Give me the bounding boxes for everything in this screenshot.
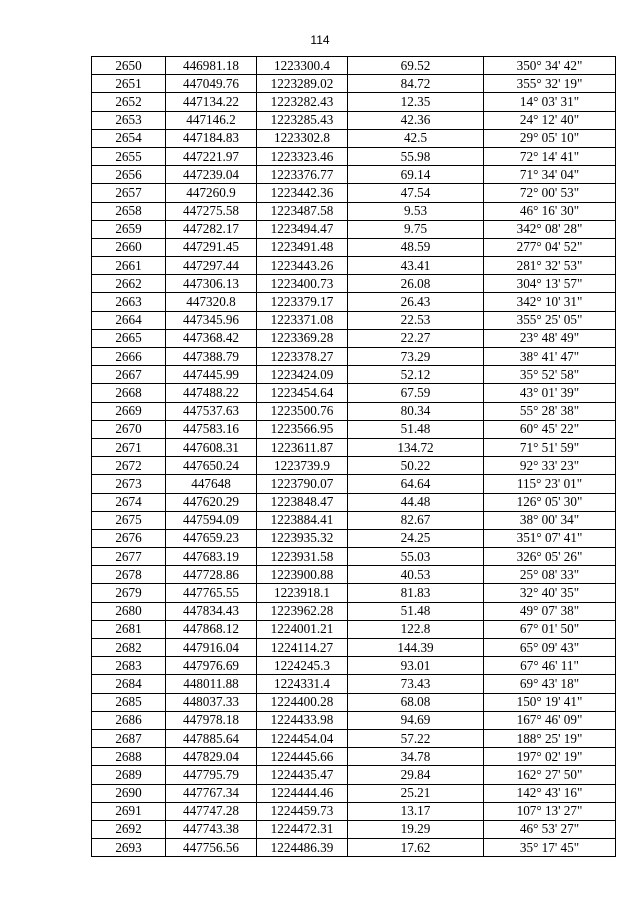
distance-cell: 48.59 [348,238,484,256]
x-coordinate-cell: 447885.64 [166,729,257,747]
y-coordinate-cell: 1223400.73 [257,275,348,293]
point-number-cell: 2655 [92,147,166,165]
distance-cell: 67.59 [348,384,484,402]
bearing-cell: 197° 02' 19" [484,748,616,766]
y-coordinate-cell: 1223884.41 [257,511,348,529]
point-number-cell: 2678 [92,566,166,584]
bearing-cell: 46° 53' 27" [484,820,616,838]
distance-cell: 44.48 [348,493,484,511]
point-number-cell: 2650 [92,57,166,75]
point-number-cell: 2688 [92,748,166,766]
distance-cell: 42.5 [348,129,484,147]
y-coordinate-cell: 1223611.87 [257,438,348,456]
distance-cell: 40.53 [348,566,484,584]
bearing-cell: 24° 12' 40" [484,111,616,129]
table-row [92,311,616,329]
x-coordinate-cell: 447650.24 [166,457,257,475]
table-row [92,275,616,293]
bearing-cell: 277° 04' 52" [484,238,616,256]
point-number-cell: 2686 [92,711,166,729]
x-coordinate-cell: 447976.69 [166,657,257,675]
table-row [92,820,616,838]
table-row [92,784,616,802]
distance-cell: 22.53 [348,311,484,329]
y-coordinate-cell: 1224472.31 [257,820,348,838]
x-coordinate-cell: 447648 [166,475,257,493]
distance-cell: 22.27 [348,329,484,347]
table-row [92,657,616,675]
table-row [92,366,616,384]
distance-cell: 64.64 [348,475,484,493]
bearing-cell: 167° 46' 09" [484,711,616,729]
x-coordinate-cell: 447683.19 [166,548,257,566]
distance-cell: 55.03 [348,548,484,566]
table-row [92,329,616,347]
distance-cell: 17.62 [348,839,484,857]
point-number-cell: 2663 [92,293,166,311]
distance-cell: 50.22 [348,457,484,475]
x-coordinate-cell: 447275.58 [166,202,257,220]
point-number-cell: 2683 [92,657,166,675]
point-number-cell: 2661 [92,257,166,275]
bearing-cell: 281° 32' 53" [484,257,616,275]
distance-cell: 68.08 [348,693,484,711]
y-coordinate-cell: 1224114.27 [257,639,348,657]
point-number-cell: 2685 [92,693,166,711]
bearing-cell: 355° 25' 05" [484,311,616,329]
x-coordinate-cell: 447620.29 [166,493,257,511]
bearing-cell: 38° 00' 34" [484,511,616,529]
point-number-cell: 2665 [92,329,166,347]
table-row [92,111,616,129]
bearing-cell: 35° 52' 58" [484,366,616,384]
distance-cell: 24.25 [348,529,484,547]
table-row [92,220,616,238]
distance-cell: 34.78 [348,748,484,766]
point-number-cell: 2672 [92,457,166,475]
distance-cell: 55.98 [348,147,484,165]
x-coordinate-cell: 447239.04 [166,166,257,184]
point-number-cell: 2668 [92,384,166,402]
table-row [92,257,616,275]
distance-cell: 73.43 [348,675,484,693]
y-coordinate-cell: 1223302.8 [257,129,348,147]
bearing-cell: 14° 03' 31" [484,93,616,111]
distance-cell: 51.48 [348,602,484,620]
x-coordinate-cell: 447743.38 [166,820,257,838]
y-coordinate-cell: 1223739.9 [257,457,348,475]
point-number-cell: 2681 [92,620,166,638]
table-body [92,57,616,857]
point-number-cell: 2673 [92,475,166,493]
y-coordinate-cell: 1223369.28 [257,329,348,347]
y-coordinate-cell: 1223285.43 [257,111,348,129]
distance-cell: 47.54 [348,184,484,202]
point-number-cell: 2664 [92,311,166,329]
y-coordinate-cell: 1224454.04 [257,729,348,747]
table-row [92,548,616,566]
y-coordinate-cell: 1224245.3 [257,657,348,675]
coordinates-table [91,56,616,857]
bearing-cell: 72° 14' 41" [484,147,616,165]
point-number-cell: 2652 [92,93,166,111]
y-coordinate-cell: 1224459.73 [257,802,348,820]
x-coordinate-cell: 447445.99 [166,366,257,384]
point-number-cell: 2684 [92,675,166,693]
x-coordinate-cell: 447747.28 [166,802,257,820]
x-coordinate-cell: 447767.34 [166,784,257,802]
point-number-cell: 2657 [92,184,166,202]
distance-cell: 42.36 [348,111,484,129]
x-coordinate-cell: 447728.86 [166,566,257,584]
y-coordinate-cell: 1223491.48 [257,238,348,256]
distance-cell: 144.39 [348,639,484,657]
point-number-cell: 2679 [92,584,166,602]
y-coordinate-cell: 1223443.26 [257,257,348,275]
bearing-cell: 46° 16' 30" [484,202,616,220]
bearing-cell: 55° 28' 38" [484,402,616,420]
table-row [92,457,616,475]
table-row [92,202,616,220]
y-coordinate-cell: 1224400.28 [257,693,348,711]
x-coordinate-cell: 447368.42 [166,329,257,347]
x-coordinate-cell: 448037.33 [166,693,257,711]
bearing-cell: 188° 25' 19" [484,729,616,747]
x-coordinate-cell: 447184.83 [166,129,257,147]
table-row [92,184,616,202]
x-coordinate-cell: 447756.56 [166,839,257,857]
y-coordinate-cell: 1224445.66 [257,748,348,766]
table-row [92,620,616,638]
x-coordinate-cell: 447306.13 [166,275,257,293]
table-row [92,602,616,620]
bearing-cell: 326° 05' 26" [484,548,616,566]
point-number-cell: 2690 [92,784,166,802]
table-row [92,711,616,729]
y-coordinate-cell: 1223918.1 [257,584,348,602]
y-coordinate-cell: 1223790.07 [257,475,348,493]
point-number-cell: 2687 [92,729,166,747]
x-coordinate-cell: 447282.17 [166,220,257,238]
x-coordinate-cell: 447829.04 [166,748,257,766]
distance-cell: 52.12 [348,366,484,384]
x-coordinate-cell: 447146.2 [166,111,257,129]
table-row [92,147,616,165]
point-number-cell: 2680 [92,602,166,620]
point-number-cell: 2674 [92,493,166,511]
table-row [92,493,616,511]
y-coordinate-cell: 1223935.32 [257,529,348,547]
y-coordinate-cell: 1223424.09 [257,366,348,384]
point-number-cell: 2662 [92,275,166,293]
bearing-cell: 38° 41' 47" [484,348,616,366]
table-row [92,57,616,75]
distance-cell: 29.84 [348,766,484,784]
distance-cell: 25.21 [348,784,484,802]
distance-cell: 84.72 [348,75,484,93]
bearing-cell: 142° 43' 16" [484,784,616,802]
table-row [92,475,616,493]
table-row [92,348,616,366]
y-coordinate-cell: 1223289.02 [257,75,348,93]
distance-cell: 26.43 [348,293,484,311]
bearing-cell: 115° 23' 01" [484,475,616,493]
y-coordinate-cell: 1224444.46 [257,784,348,802]
y-coordinate-cell: 1223378.27 [257,348,348,366]
x-coordinate-cell: 447134.22 [166,93,257,111]
y-coordinate-cell: 1223323.46 [257,147,348,165]
point-number-cell: 2658 [92,202,166,220]
point-number-cell: 2693 [92,839,166,857]
x-coordinate-cell: 446981.18 [166,57,257,75]
point-number-cell: 2654 [92,129,166,147]
x-coordinate-cell: 447388.79 [166,348,257,366]
x-coordinate-cell: 447320.8 [166,293,257,311]
x-coordinate-cell: 447659.23 [166,529,257,547]
point-number-cell: 2675 [92,511,166,529]
table-row [92,584,616,602]
table-row [92,511,616,529]
bearing-cell: 71° 51' 59" [484,438,616,456]
point-number-cell: 2660 [92,238,166,256]
x-coordinate-cell: 447297.44 [166,257,257,275]
bearing-cell: 29° 05' 10" [484,129,616,147]
bearing-cell: 162° 27' 50" [484,766,616,784]
point-number-cell: 2659 [92,220,166,238]
bearing-cell: 35° 17' 45" [484,839,616,857]
x-coordinate-cell: 447583.16 [166,420,257,438]
bearing-cell: 67° 46' 11" [484,657,616,675]
distance-cell: 12.35 [348,93,484,111]
distance-cell: 13.17 [348,802,484,820]
bearing-cell: 126° 05' 30" [484,493,616,511]
x-coordinate-cell: 447916.04 [166,639,257,657]
distance-cell: 43.41 [348,257,484,275]
x-coordinate-cell: 447834.43 [166,602,257,620]
point-number-cell: 2666 [92,348,166,366]
y-coordinate-cell: 1223962.28 [257,602,348,620]
table-row [92,293,616,311]
point-number-cell: 2653 [92,111,166,129]
bearing-cell: 150° 19' 41" [484,693,616,711]
distance-cell: 69.14 [348,166,484,184]
table-row [92,438,616,456]
table-row [92,129,616,147]
bearing-cell: 65° 09' 43" [484,639,616,657]
point-number-cell: 2689 [92,766,166,784]
distance-cell: 80.34 [348,402,484,420]
x-coordinate-cell: 447765.55 [166,584,257,602]
point-number-cell: 2656 [92,166,166,184]
distance-cell: 81.83 [348,584,484,602]
table-row [92,238,616,256]
bearing-cell: 342° 08' 28" [484,220,616,238]
page-number: 114 [310,33,330,47]
table-row [92,766,616,784]
distance-cell: 19.29 [348,820,484,838]
bearing-cell: 23° 48' 49" [484,329,616,347]
distance-cell: 93.01 [348,657,484,675]
table-row [92,384,616,402]
bearing-cell: 67° 01' 50" [484,620,616,638]
point-number-cell: 2669 [92,402,166,420]
x-coordinate-cell: 447049.76 [166,75,257,93]
x-coordinate-cell: 447594.09 [166,511,257,529]
distance-cell: 9.75 [348,220,484,238]
distance-cell: 69.52 [348,57,484,75]
y-coordinate-cell: 1224001.21 [257,620,348,638]
y-coordinate-cell: 1223487.58 [257,202,348,220]
table-row [92,566,616,584]
bearing-cell: 355° 32' 19" [484,75,616,93]
table-row [92,75,616,93]
y-coordinate-cell: 1223376.77 [257,166,348,184]
x-coordinate-cell: 447608.31 [166,438,257,456]
y-coordinate-cell: 1223379.17 [257,293,348,311]
bearing-cell: 351° 07' 41" [484,529,616,547]
y-coordinate-cell: 1223371.08 [257,311,348,329]
table-row [92,639,616,657]
bearing-cell: 69° 43' 18" [484,675,616,693]
distance-cell: 57.22 [348,729,484,747]
x-coordinate-cell: 447260.9 [166,184,257,202]
y-coordinate-cell: 1223300.4 [257,57,348,75]
y-coordinate-cell: 1223566.95 [257,420,348,438]
table-row [92,93,616,111]
table-row [92,529,616,547]
y-coordinate-cell: 1223454.64 [257,384,348,402]
point-number-cell: 2676 [92,529,166,547]
bearing-cell: 32° 40' 35" [484,584,616,602]
table-row [92,402,616,420]
bearing-cell: 342° 10' 31" [484,293,616,311]
distance-cell: 122.8 [348,620,484,638]
point-number-cell: 2682 [92,639,166,657]
y-coordinate-cell: 1223500.76 [257,402,348,420]
y-coordinate-cell: 1223848.47 [257,493,348,511]
y-coordinate-cell: 1223931.58 [257,548,348,566]
y-coordinate-cell: 1224433.98 [257,711,348,729]
y-coordinate-cell: 1223282.43 [257,93,348,111]
point-number-cell: 2670 [92,420,166,438]
table-row [92,839,616,857]
bearing-cell: 107° 13' 27" [484,802,616,820]
bearing-cell: 25° 08' 33" [484,566,616,584]
y-coordinate-cell: 1224486.39 [257,839,348,857]
y-coordinate-cell: 1224331.4 [257,675,348,693]
table-row [92,166,616,184]
distance-cell: 9.53 [348,202,484,220]
x-coordinate-cell: 447978.18 [166,711,257,729]
x-coordinate-cell: 448011.88 [166,675,257,693]
table-row [92,420,616,438]
bearing-cell: 92° 33' 23" [484,457,616,475]
distance-cell: 73.29 [348,348,484,366]
y-coordinate-cell: 1223900.88 [257,566,348,584]
distance-cell: 134.72 [348,438,484,456]
table-row [92,729,616,747]
x-coordinate-cell: 447221.97 [166,147,257,165]
table-row [92,748,616,766]
distance-cell: 94.69 [348,711,484,729]
x-coordinate-cell: 447488.22 [166,384,257,402]
y-coordinate-cell: 1224435.47 [257,766,348,784]
table-row [92,675,616,693]
y-coordinate-cell: 1223494.47 [257,220,348,238]
bearing-cell: 60° 45' 22" [484,420,616,438]
distance-cell: 82.67 [348,511,484,529]
x-coordinate-cell: 447537.63 [166,402,257,420]
point-number-cell: 2691 [92,802,166,820]
x-coordinate-cell: 447795.79 [166,766,257,784]
bearing-cell: 71° 34' 04" [484,166,616,184]
bearing-cell: 49° 07' 38" [484,602,616,620]
bearing-cell: 304° 13' 57" [484,275,616,293]
x-coordinate-cell: 447868.12 [166,620,257,638]
table-row [92,693,616,711]
table-row [92,802,616,820]
bearing-cell: 43° 01' 39" [484,384,616,402]
point-number-cell: 2651 [92,75,166,93]
x-coordinate-cell: 447345.96 [166,311,257,329]
point-number-cell: 2667 [92,366,166,384]
x-coordinate-cell: 447291.45 [166,238,257,256]
point-number-cell: 2677 [92,548,166,566]
bearing-cell: 350° 34' 42" [484,57,616,75]
bearing-cell: 72° 00' 53" [484,184,616,202]
distance-cell: 26.08 [348,275,484,293]
point-number-cell: 2692 [92,820,166,838]
point-number-cell: 2671 [92,438,166,456]
distance-cell: 51.48 [348,420,484,438]
y-coordinate-cell: 1223442.36 [257,184,348,202]
